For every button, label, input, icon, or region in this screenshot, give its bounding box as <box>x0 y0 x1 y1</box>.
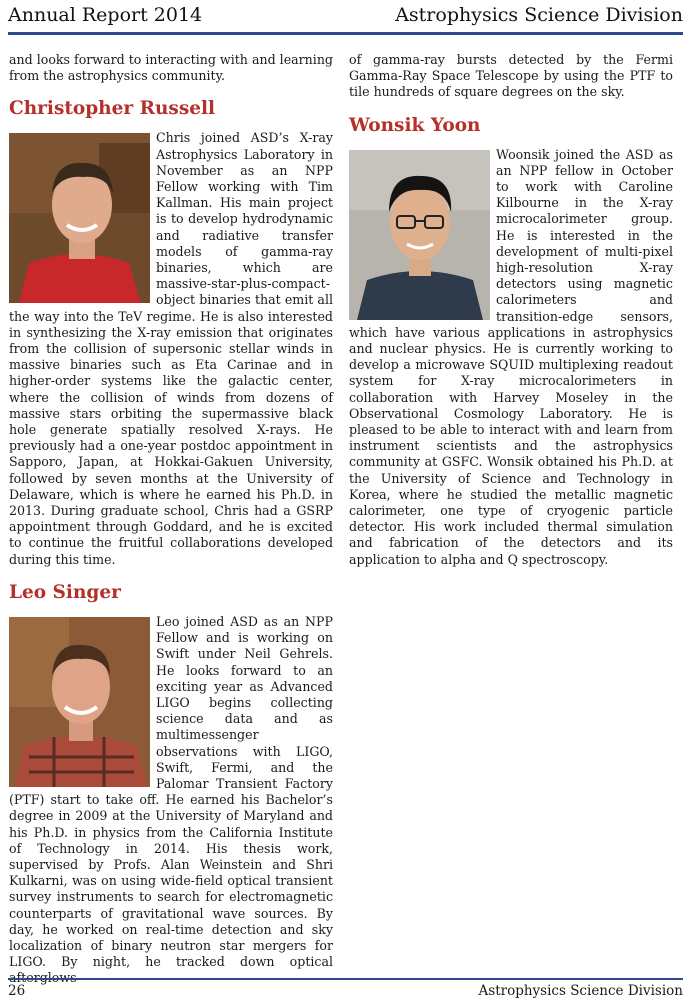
photo-leo-singer <box>9 617 150 787</box>
page-header <box>8 0 683 38</box>
photo-wonsik-yoon <box>349 150 490 320</box>
report-title: Annual Report 2014 <box>8 4 203 26</box>
page-footer <box>8 978 683 1000</box>
photo-christopher-russell <box>9 133 150 303</box>
heading-leo-singer: Leo Singer <box>9 581 121 603</box>
left-column <box>9 52 333 987</box>
heading-wonsik-yoon: Wonsik Yoon <box>349 114 481 136</box>
intro-paragraph: and looks forward to interacting with and learning from the astrophysics community. <box>9 52 333 84</box>
footer-division: Astrophysics Science Division <box>478 983 683 999</box>
header-rule <box>8 32 683 35</box>
heading-christopher-russell: Christopher Russell <box>9 98 216 120</box>
right-column <box>349 52 673 568</box>
bio-leo-singer: Leo joined ASD as an NPP Fellow and is working on Swift under Neil Gehrels. He looks forward to an exciting year as Advanced LIGO begins collecting science data and as multimessenger observations with LIGO, Swift, Fermi, and the Palomar Transient Factory (PTF) start to take off. He earned his Bachelor’s degree in 2009 at the University of Maryland and his Ph.D. in physics from the California Institute of Technology in 2014. His thesis work, supervised by Profs. Alan Weinstein and Shri Kulkarni, was on using wide-field optical transient survey instruments to search for electromagnetic counterparts of gravitational wave sources. By day, he worked on real-time detection and sky localization of binary neutron star mergers for LIGO. By night, he tracked down optical <box>9 613 333 970</box>
page-number: 26 <box>8 983 26 999</box>
bio-wonsik-yoon: Woonsik joined the ASD as an NPP fellow in October to work with Caroline Kilbourne in the X-ray microcalorimeter group. He is interested in the development of multi-pixel high-resolution X-ray detectors using magnetic calorimeters and transition-edge sensors, which have various applications in astrophysics and nuclear physics. He is currently working to develop a microwave SQUID multiplexing readout system for X-ray microcalorimeters in collaboration with Harvey Moseley in the Observational Cosmology Laboratory. He is pleased to be able to interact with and learn from instrument scientists and the astrophysics community at GSFC. Wonsik obtained his Ph.D. at the University of Science and Technology in Korea, where he studied the metallic magnetic calorimeter, one type of cryogenic particle detector. His work included thermal simulation and fabrication of the detectors and its application to alpha and Q spectroscopy. <box>349 146 673 567</box>
bio-christopher-russell: Chris joined ASD’s X-ray Astrophysics Laboratory in November as an NPP Fellow working with Tim Kallman. His main project is to develop hydrodynamic and radiative transfer models of gamma-ray binaries, which are massive-star-plus-compact-object binaries that emit all the way into the TeV regime. He is also interested in synthesizing the X-ray emission that originates from the collision of supersonic stellar winds in massive binaries such as Eta Carinae and in higher-order systems like the galactic center, where the collision of winds from dozens of massive stars orbiting the supermassive black hole generate spatially resolved X-rays. He previously had a one-year postdoc appointment in Sapporo, Japan, at Hokkai-Gakuen University, followed by seven months at the University of Delaware, which is where he earned his Ph.D. in 2013. During graduate school, Chris had a GSRP appointment through Goddard, and he is excited to continue the fruitful collaborations developed during this time. <box>9 130 333 567</box>
footer-rule <box>8 978 683 980</box>
continuation-paragraph: of gamma-ray bursts detected by the Fermi Gamma-Ray Space Telescope by using the PTF to tile hundreds of square degrees on the sky. <box>349 52 673 100</box>
division-title: Astrophysics Science Division <box>395 4 683 26</box>
